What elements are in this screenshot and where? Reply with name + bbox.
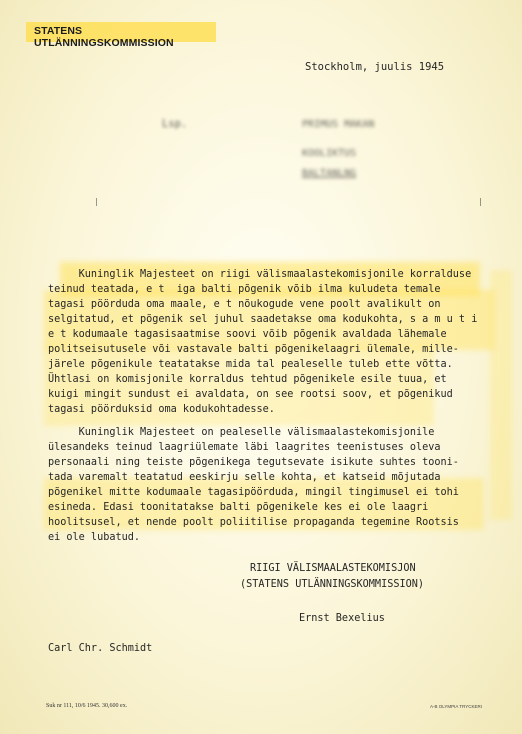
signer-name: Ernst Bexelius xyxy=(299,613,385,624)
recipient-address-line-2: KOOLIKTUS xyxy=(302,148,357,159)
fold-mark-right xyxy=(480,198,481,206)
body-line: politseisutusele või vastavale balti põgenikelaagri ülemale, mille- xyxy=(48,344,459,355)
body-line: kuigi mingit sundust ei avaldata, on see rootsi soov, et põgenikud xyxy=(48,389,453,400)
body-line: tada varemalt teatatud eeskirju selle kohta, et katseid mõjutada xyxy=(48,472,441,483)
recipient-label: Lsp. xyxy=(162,118,188,130)
recipient-address-line-1: PRIMUS MAKAN xyxy=(302,119,375,130)
printer-imprint: A-B OLYMPIA TRYCKERI xyxy=(430,704,483,709)
cosigner-name: Carl Chr. Schmidt xyxy=(48,643,153,654)
body-line: tagasi pöörduksid oma kodukohtadesse. xyxy=(48,404,275,415)
authority-name-swedish: (STATENS UTLÄNNINGSKOMMISSION) xyxy=(240,579,425,590)
fold-mark-left xyxy=(96,198,97,206)
body-line: ei ole lubatud. xyxy=(48,532,141,543)
body-line: ülesandeks teinud laagriülemate läbi laagrites teenistuses oleva xyxy=(48,442,441,453)
body-line: põgenikel mitte kodumaale tagasipöörduda, mingil tingimusel ei tohi xyxy=(48,487,459,498)
body-line: Kuninglik Majesteet on pealeselle välismaalastekomisjonile xyxy=(48,427,435,438)
body-line: järele põgenikule teatatakse mida tal pealeselle tuleb ette võtta. xyxy=(48,359,453,370)
dateline: Stockholm, juulis 1945 xyxy=(305,61,445,73)
letterhead-text: STATENS UTLÄNNINGSKOMMISSION xyxy=(34,25,174,49)
body-line: esineda. Edasi toonitatakse balti põgenikele kes ei ole laagri xyxy=(48,502,429,513)
body-line: tagasi pöörduda oma maale, e t nõukogude vene poolt avalikult on xyxy=(48,299,441,310)
body-line: hoolitsusel, et nende poolt poliitilise propaganda tegemine Rootsis xyxy=(48,517,459,528)
body-line: Kuninglik Majesteet on riigi välismaalastekomisjonile korralduse xyxy=(48,269,472,280)
authority-name: RIIGI VÄLISMAALASTEKOMISJON xyxy=(250,563,416,574)
body-line: teinud teatada, e t iga balti põgenik võib ilma kuludeta temale xyxy=(48,284,441,295)
body-line: e t kodumaale tagasisaatmise soovi võib põgenik avaldada lähemale xyxy=(48,329,447,340)
body-line: personaali ning teiste põgenikega tegutsevate isikute suhtes tooni- xyxy=(48,457,459,468)
letterhead xyxy=(26,22,216,49)
recipient-address-line-3: BALTANLNG xyxy=(302,168,357,179)
body-line: selgitatud, et põgenik sel juhul saadetakse oma kodukohta, s a m u t i xyxy=(48,314,478,325)
highlight-side xyxy=(490,270,512,520)
print-run-note: Suk nr 111, 10/6 1945. 30,600 ex. xyxy=(46,703,128,709)
body-line: Ühtlasi on komisjonile korraldus tehtud põgenikele esile tuua, et xyxy=(48,374,447,385)
